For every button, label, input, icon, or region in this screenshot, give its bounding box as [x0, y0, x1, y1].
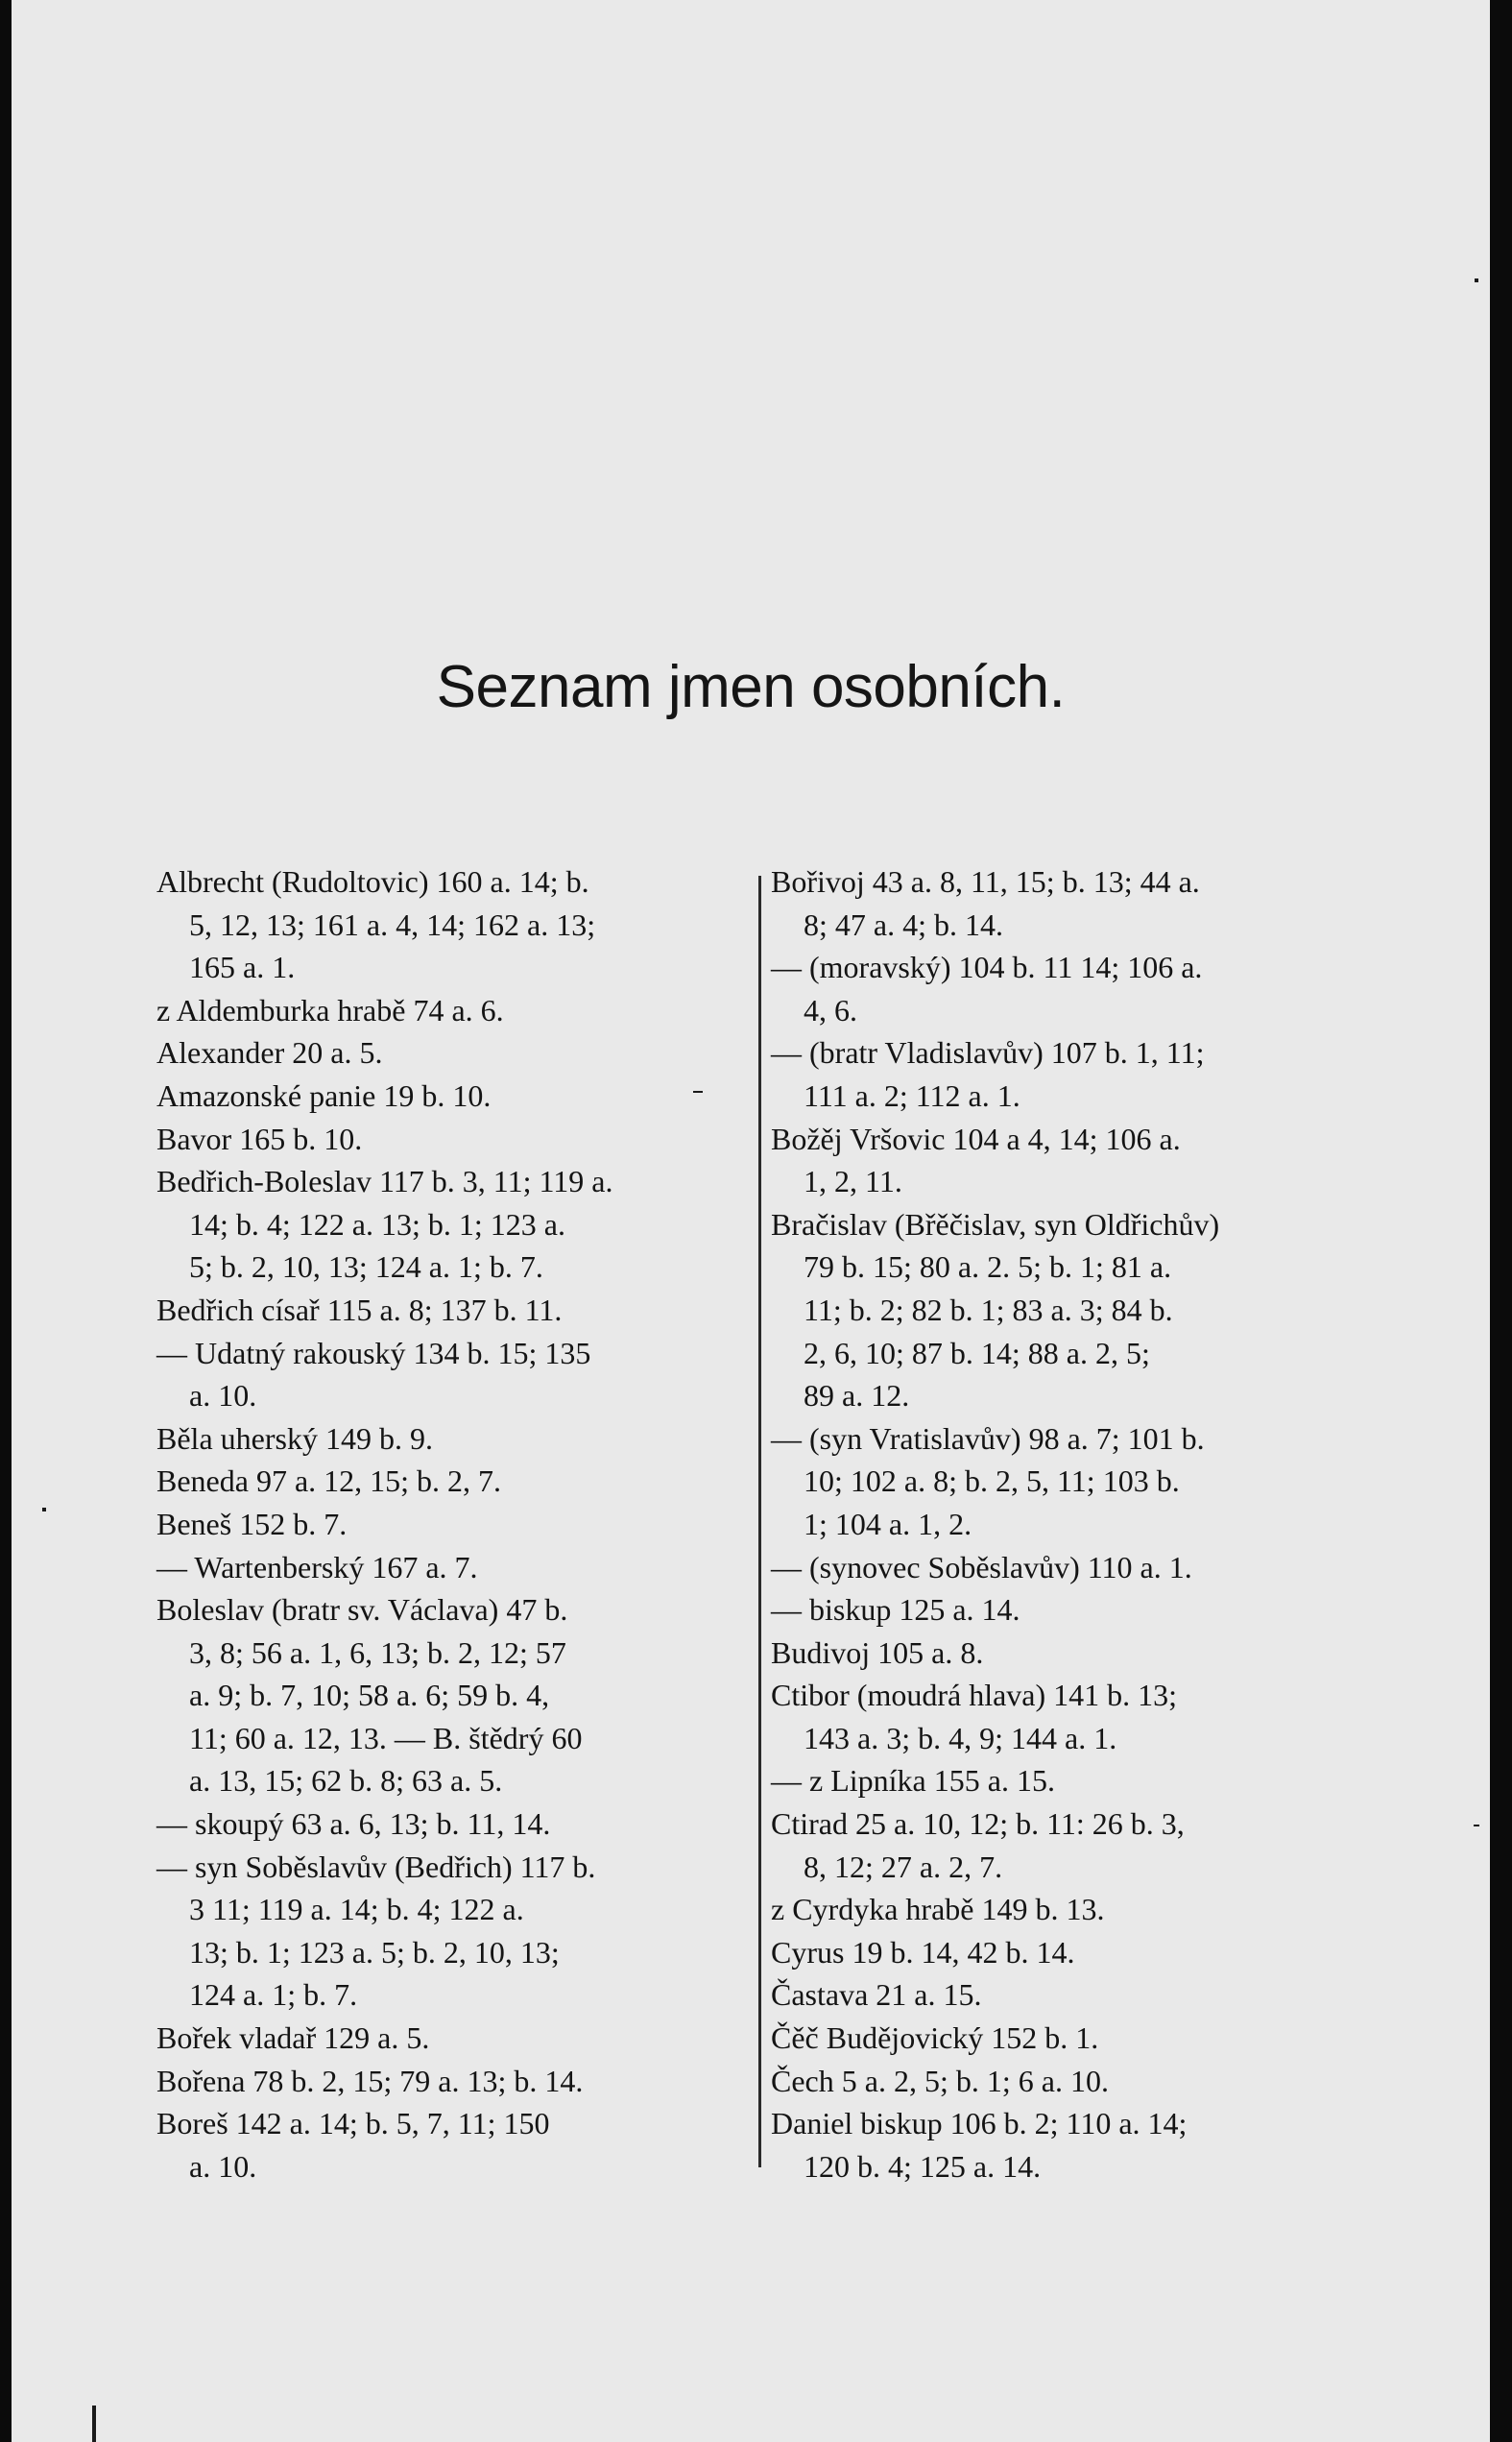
index-entry: Čech 5 a. 2, 5; b. 1; 6 a. 10. [771, 2063, 1109, 2098]
index-entry: Albrecht (Rudoltovic) 160 a. 14; b. [156, 864, 589, 899]
index-entry-continuation: 124 a. 1; b. 7. [189, 1977, 358, 2013]
index-entry: Ctirad 25 a. 10, 12; b. 11: 26 b. 3, [771, 1806, 1185, 1842]
index-entry-continuation: 120 b. 4; 125 a. 14. [804, 2148, 1042, 2184]
index-entry-continuation: 11; 60 a. 12, 13. — B. štědrý 60 [189, 1720, 583, 1755]
scan-speck [92, 2406, 96, 2442]
index-entry: — (moravský) 104 b. 11 14; 106 a. [771, 950, 1203, 985]
index-entry-continuation: 1, 2, 11. [804, 1164, 902, 1199]
index-entry: Boreš 142 a. 14; b. 5, 7, 11; 150 [156, 2106, 550, 2141]
index-entry: Boleslav (bratr sv. Václava) 47 b. [156, 1592, 568, 1628]
column-divider [758, 876, 761, 2167]
index-entry-continuation: 5; b. 2, 10, 13; 124 a. 1; b. 7. [189, 1249, 543, 1285]
index-entry: Bračislav (Břěčislav, syn Oldřichův) [771, 1206, 1220, 1242]
scanned-page [12, 0, 1490, 2442]
index-entry: — biskup 125 a. 14. [771, 1592, 1020, 1628]
right-index-column [771, 860, 1366, 2188]
index-entry-continuation: 3, 8; 56 a. 1, 6, 13; b. 2, 12; 57 [189, 1634, 566, 1670]
scan-speck [1475, 278, 1478, 282]
index-entry: Bořena 78 b. 2, 15; 79 a. 13; b. 14. [156, 2063, 584, 2098]
index-entry: z Cyrdyka hrabě 149 b. 13. [771, 1892, 1105, 1927]
index-entry: Budivoj 105 a. 8. [771, 1634, 984, 1670]
page-title: Seznam jmen osobních. [436, 654, 1066, 720]
index-entry-continuation: 14; b. 4; 122 a. 13; b. 1; 123 a. [189, 1206, 565, 1242]
index-entry-continuation: a. 10. [189, 1378, 257, 1414]
index-entry-continuation: a. 9; b. 7, 10; 58 a. 6; 59 b. 4, [189, 1678, 550, 1713]
index-entry: Ctibor (moudrá hlava) 141 b. 13; [771, 1678, 1178, 1713]
index-entry: Bavor 165 b. 10. [156, 1121, 363, 1156]
index-entry-continuation: 5, 12, 13; 161 a. 4, 14; 162 a. 13; [189, 907, 596, 942]
index-entry: — (synovec Soběslavův) 110 a. 1. [771, 1549, 1192, 1584]
index-entry: Božěj Vršovic 104 a 4, 14; 106 a. [771, 1121, 1181, 1156]
index-entry-continuation: 8; 47 a. 4; b. 14. [804, 907, 1003, 942]
index-entry: Daniel biskup 106 b. 2; 110 a. 14; [771, 2106, 1188, 2141]
index-entry-continuation: 4, 6. [804, 992, 857, 1028]
index-entry-continuation: a. 13, 15; 62 b. 8; 63 a. 5. [189, 1763, 503, 1799]
index-entry: — Udatný rakouský 134 b. 15; 135 [156, 1335, 591, 1370]
index-entry-continuation: 165 a. 1. [189, 950, 296, 985]
index-entry: — z Lipníka 155 a. 15. [771, 1763, 1055, 1799]
index-entry: Běla uherský 149 b. 9. [156, 1420, 433, 1456]
index-entry: z Aldemburka hrabě 74 a. 6. [156, 992, 504, 1028]
index-entry-continuation: 11; b. 2; 82 b. 1; 83 a. 3; 84 b. [804, 1292, 1173, 1327]
index-entry: Cyrus 19 b. 14, 42 b. 14. [771, 1934, 1075, 1970]
index-entry: Bedřich-Boleslav 117 b. 3, 11; 119 a. [156, 1164, 613, 1199]
index-entry-continuation: 111 a. 2; 112 a. 1. [804, 1077, 1020, 1113]
index-entry: Beneda 97 a. 12, 15; b. 2, 7. [156, 1463, 502, 1499]
index-entry: — (syn Vratislavův) 98 a. 7; 101 b. [771, 1420, 1205, 1456]
index-entry-continuation: 79 b. 15; 80 a. 2. 5; b. 1; 81 a. [804, 1249, 1172, 1285]
index-entry: Čěč Budějovický 152 b. 1. [771, 2020, 1099, 2056]
index-entry: — Wartenberský 167 a. 7. [156, 1549, 478, 1584]
index-entry-continuation: a. 10. [189, 2148, 257, 2184]
index-entry: Amazonské panie 19 b. 10. [156, 1077, 492, 1113]
index-entry: — syn Soběslavův (Bedřich) 117 b. [156, 1849, 596, 1884]
index-entry: — skoupý 63 a. 6, 13; b. 11, 14. [156, 1806, 551, 1842]
index-entry-continuation: 8, 12; 27 a. 2, 7. [804, 1849, 1003, 1884]
index-entry-continuation: 143 a. 3; b. 4, 9; 144 a. 1. [804, 1720, 1117, 1755]
scan-speck [1474, 1825, 1479, 1826]
index-entry-continuation: 13; b. 1; 123 a. 5; b. 2, 10, 13; [189, 1934, 560, 1970]
index-entry: Častava 21 a. 15. [771, 1977, 982, 2013]
index-entry: Bedřich císař 115 a. 8; 137 b. 11. [156, 1292, 563, 1327]
index-entry-continuation: 1; 104 a. 1, 2. [804, 1506, 972, 1541]
index-entry: Bořek vladař 129 a. 5. [156, 2020, 430, 2056]
left-index-column [156, 860, 732, 2188]
index-entry: — (bratr Vladislavův) 107 b. 1, 11; [771, 1035, 1205, 1071]
index-entry: Bořivoj 43 a. 8, 11, 15; b. 13; 44 a. [771, 864, 1200, 899]
index-entry-continuation: 89 a. 12. [804, 1378, 910, 1414]
scan-speck [42, 1508, 46, 1511]
index-entry: Alexander 20 a. 5. [156, 1035, 383, 1071]
index-entry: Beneš 152 b. 7. [156, 1506, 348, 1541]
index-entry-continuation: 2, 6, 10; 87 b. 14; 88 a. 2, 5; [804, 1335, 1150, 1370]
index-entry-continuation: 3 11; 119 a. 14; b. 4; 122 a. [189, 1892, 524, 1927]
index-entry-continuation: 10; 102 a. 8; b. 2, 5, 11; 103 b. [804, 1463, 1180, 1499]
scan-speck [693, 1091, 703, 1093]
